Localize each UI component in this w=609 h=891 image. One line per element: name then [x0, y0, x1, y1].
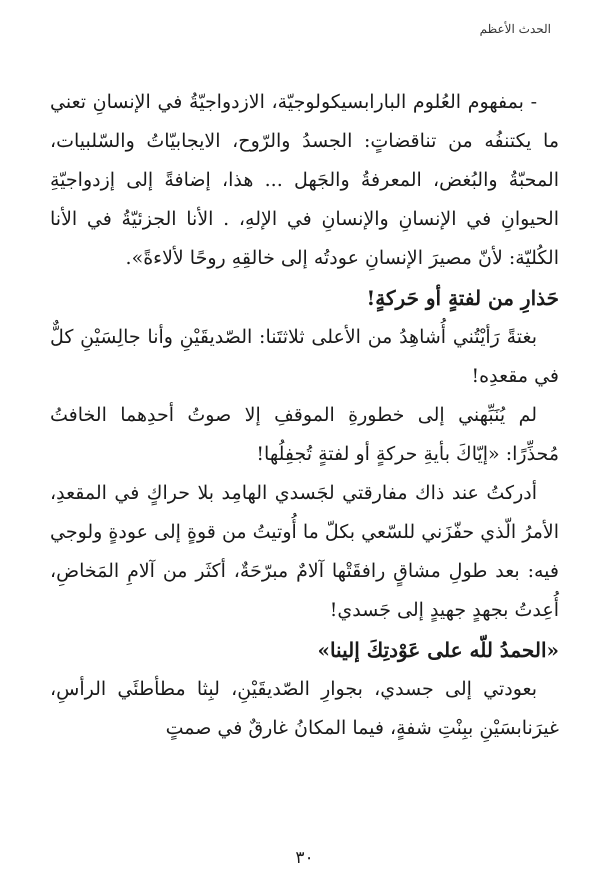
section-heading-welcome-back: «الحمدُ للّه على عَوْدتِكَ إلينا» [317, 638, 559, 662]
paragraph-warning: لم يُنَبِّهني إلى خطورةِ الموقفِ إلا صوتُ أحدِهما الخافتُ مُحذِّرًا: «إيّاكَ بأيةِ حركةٍ أو لفتةٍ تُجفِلُها! [50, 404, 559, 465]
paragraph-sudden-sight: بغتةً رَأيْتُني أُشاهِدُ من الأعلى ثلاثتَنا: الصّديقَيْنِ وأنا جالِسَيْنِ كلٌّ في مقعدِه! [50, 326, 559, 387]
page-number: ٣٠ [295, 848, 314, 868]
paragraph-parapsychology: - بمفهوم العُلوم البارابسيكولوجيّة، الازدواجيّةُ في الإنسانِ تعني ما يكتنفُه من تناقضاتٍ: الجسدُ والرّوح، الايجابيّاتُ والسّلبيات، المحبّةُ والبُغض، المعرفةُ والجَهل ... هذا، إضافةً إلى إزدواجيّةِ الحيوانِ في الإنسانِ والإنسانِ في الإلهِ، . الأنا الجزئيّةُ في الأنا الكُليّة: لأنّ مصيرَ الإنسانِ عودتُه إلى خالقِهِ روحًا لألاءةً». [50, 91, 559, 269]
paragraph-return-to-body: أدركتُ عند ذاك مفارقتي لجَسدي الهامِد بلا حراكٍ في المقعدِ، الأمرُ الّذي حفّزَني للسّعي بكلّ ما أُوتيتُ من قوةٍ إلى عودةٍ ولوجي فيه: بعد طولِ مشاقٍ رافقَتْها آلامٌ مبرّحَةٌ، أكثَر من آلامِ المَخاضِ، أُعِدتُ بجهدٍ جهيدٍ إلى جَسدي! [50, 482, 559, 621]
section-heading-beware: حَذارِ من لفتةٍ أو حَركةٍ! [366, 286, 559, 310]
page-body [50, 83, 559, 748]
paragraph-silence: بعودتي إلى جسدي، بجوارِ الصّديقَيْنِ، لبِثا مطأطئَي الرأسِ، غيرَنابسَيْنِ ببِنْتِ شفةٍ، فيما المكانُ غارقٌ في صمتٍ [50, 678, 559, 739]
running-header: الحدث الأعظم [479, 22, 551, 36]
